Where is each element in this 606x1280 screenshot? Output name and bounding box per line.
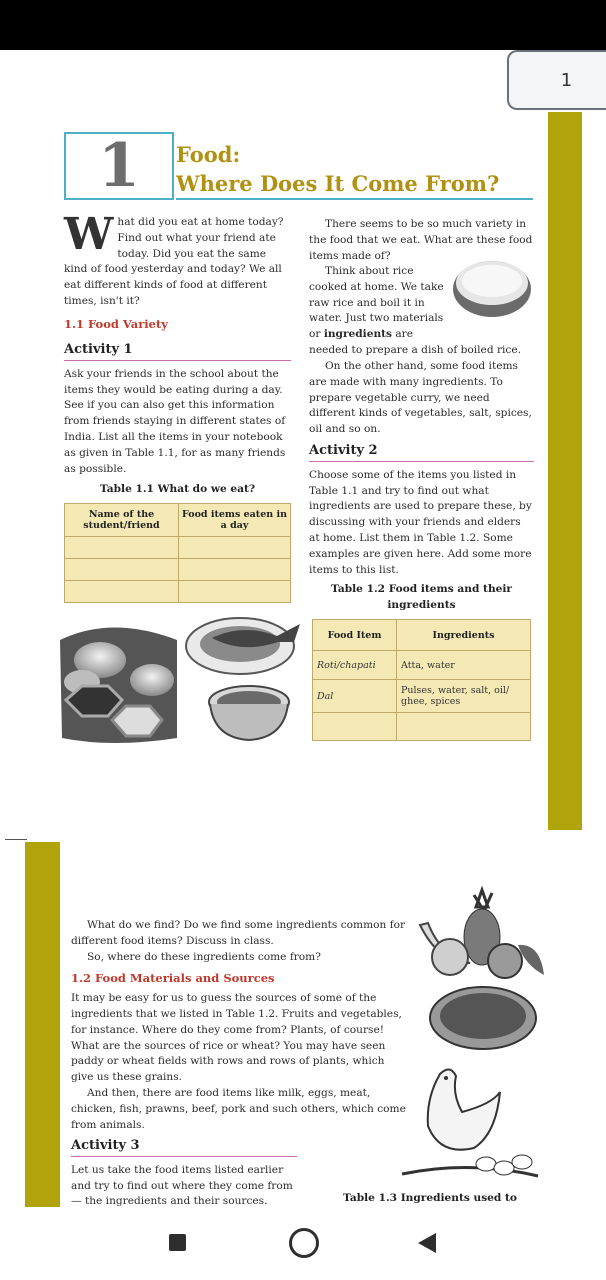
table-1-2-cell [397,713,531,741]
table-1-2-cell [313,713,397,741]
table-1-1-caption-wrap [64,482,291,498]
table-1-1-header-food: Food items eaten in a day [179,504,291,537]
lower-page-text [71,918,407,1133]
rice-bowl-illustration [451,255,533,319]
table-1-2 [312,619,531,741]
activity-2-heading: Activity 2 [309,443,534,462]
navigation-bar [0,1207,606,1280]
chapter-title-line2: Where Does It Come From? [176,171,500,196]
idli-plate-illustration [52,620,182,745]
left-column [64,209,291,310]
grains-plate-illustration [428,985,538,1051]
table-1-2-ingredients: Atta, water [397,651,531,680]
decorative-band-left [25,842,60,1207]
table-1-2-item: Dal [313,680,397,713]
section-heading-1-1: 1.1 Food Variety [64,317,168,331]
activity-3-block [71,1138,297,1210]
chapter-title-line1: Food: [176,142,241,167]
right-para-3-wrap [309,359,534,438]
page-number-badge [507,50,606,110]
page-divider-line [5,839,27,840]
activity-2-block [309,443,534,578]
table-1-1-cell [179,559,291,581]
back-icon[interactable] [416,1231,438,1255]
lower-para-1: What do we find? Do we find some ingredients common for different food items? Discuss in class. [71,919,406,947]
table-1-1-cell [65,581,179,603]
home-icon[interactable] [289,1228,319,1258]
curry-bowl-illustration [206,680,292,744]
activity-1-text: Ask your friends in the school about the items they would be eating during a day. See if you can also get this information from friends staying in different states of India. List all the items in your notebook as given in Table 1.1, for as many friends as possible. [64,367,286,475]
intro-text: hat did you eat at home today? Find out what your friend ate today. Did you eat the same kind of food yesterday and today? We all eat different kinds of food at different times, isn't it? [64,216,284,307]
table-1-1-cell [65,559,179,581]
activity-2-text: Choose some of the items you listed in Table 1.1 and try to find out what ingredients are used to prepare these, by discussing with your friends and elders at home. List them in Table 1.2. Some examples are given here. Add some more items to this list. [309,468,532,576]
hen-eggs-illustration [400,1064,540,1188]
table-1-1-cell [179,537,291,559]
table-1-2-caption-wrap [309,582,534,614]
table-1-2-header-ingredients: Ingredients [397,620,531,651]
intro-paragraph [64,209,291,310]
chapter-number: 1 [98,131,140,201]
right-para-2-text-b: are needed to prepare a dish of boiled rice. [309,328,521,356]
drop-cap: W [64,209,114,260]
activity-1-block [64,342,291,477]
status-bar [0,0,606,50]
decorative-band-right [548,112,582,830]
page-number: 1 [560,69,573,91]
table-1-1-header-name: Name of the student/friend [65,504,179,537]
chapter-title [176,140,531,198]
right-para-3: On the other hand, some food items are made with many ingredients. To prepare vegetable curry, we need different kinds of vegetables, salt, spices, oil and so on. [309,360,532,436]
table-1-3-caption: Table 1.3 Ingredients used to [343,1192,517,1204]
ingredients-bold: ingredients [323,328,392,341]
table-1-1-caption: Table 1.1 What do we eat? [99,483,256,495]
activity-3-heading: Activity 3 [71,1138,297,1157]
table-1-1-cell [65,537,179,559]
table-1-2-item: Roti/chapati [313,651,397,680]
section-heading-1-2: 1.2 Food Materials and Sources [71,971,275,986]
chapter-number-box [64,132,174,200]
fish-dish-illustration [182,608,307,678]
right-para-1: There seems to be so much variety in the food that we eat. What are these food items made of? [309,218,533,262]
lower-para-2: So, where do these ingredients come from? [87,950,321,963]
table-1-2-header-item: Food Item [313,620,397,651]
table-1-1 [64,503,291,603]
recent-apps-icon[interactable] [169,1234,186,1251]
table-1-2-ingredients: Pulses, water, salt, oil/ ghee, spices [397,680,531,713]
lower-para-3: It may be easy for us to guess the sources of some of the ingredients that we listed in Table 1.2. Fruits and vegetables, for instance. Where do they come from? Plants, of course! What are the sources of rice or wheat? You may have seen paddy or wheat fields with rows and rows of plants, which give us these grains. [71,992,402,1084]
activity-3-text: Let us take the food items listed earlier and try to find out where they come from — the ingredients and their sources. [71,1163,293,1208]
table-1-3-caption-wrap [330,1191,530,1207]
chapter-title-underline [176,198,533,200]
fruits-illustration [410,885,550,980]
table-1-1-cell [179,581,291,603]
table-1-2-caption: Table 1.2 Food items and their ingredients [330,583,512,611]
section-1-1-block [64,317,291,333]
activity-1-heading: Activity 1 [64,342,291,361]
right-para-2-text-a: Think about rice cooked at home. We take raw rice and boil it in water. Just two materials or [309,265,444,341]
lower-para-4: And then, there are food items like milk, eggs, meat, chicken, fish, prawns, beef, pork and such others, which come from animals. [71,1086,406,1131]
